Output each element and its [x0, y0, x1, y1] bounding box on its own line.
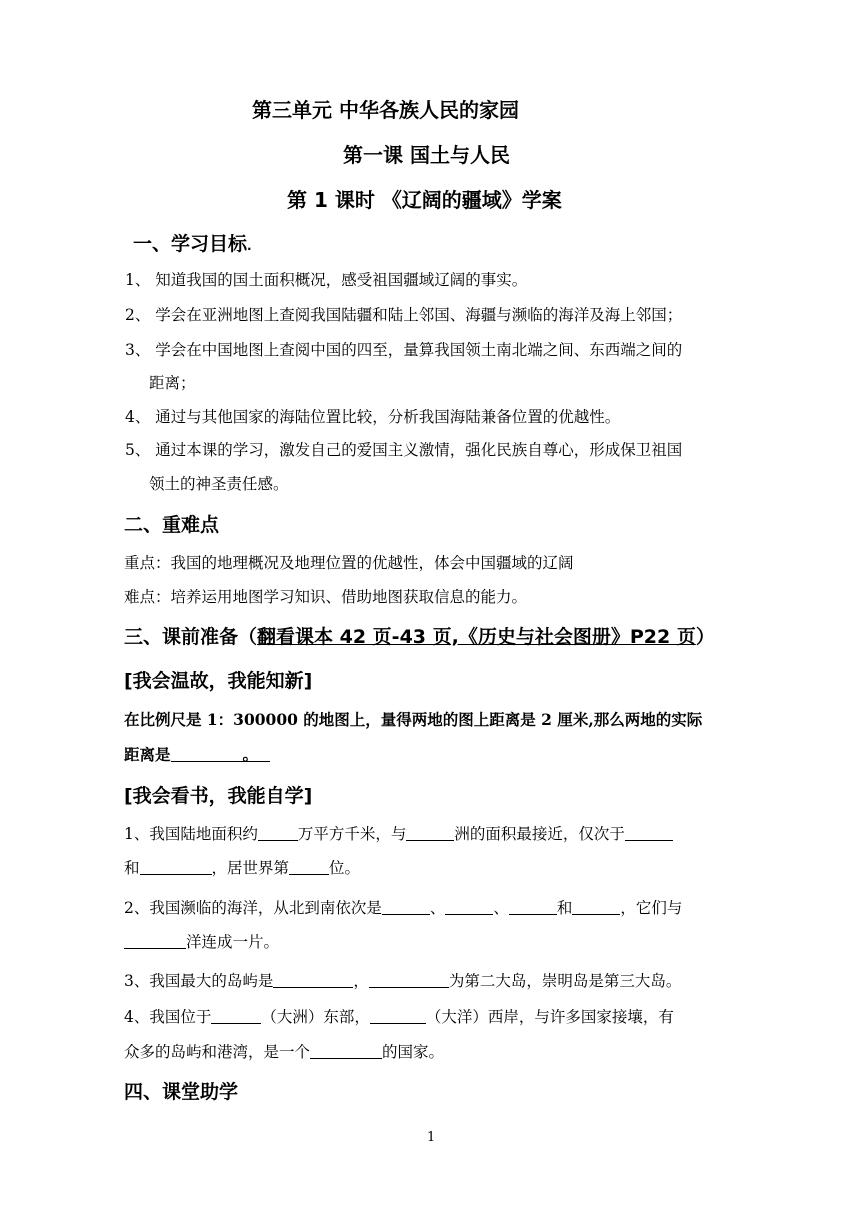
- section-classroom-heading: 四、课堂助学: [124, 1081, 239, 1103]
- section-goals-heading-tail: .: [247, 239, 252, 253]
- goal-item-5-cont: 领土的神圣责任感。: [149, 475, 289, 493]
- lesson-title: 第一课 国土与人民: [343, 143, 510, 167]
- q2-text-a: 2、我国濒临的海洋，从北到南依次是: [124, 899, 382, 917]
- q4-blank-ocean[interactable]: [370, 1009, 426, 1024]
- q2-blank-sea-2[interactable]: [445, 900, 493, 915]
- q1-text-d: 和: [124, 859, 140, 877]
- q1-blank-country-1[interactable]: [625, 826, 673, 841]
- section-goals-heading-text: 一、学习目标: [133, 233, 248, 255]
- question-1: [124, 822, 673, 844]
- section-key-points-heading: 二、重难点: [124, 514, 220, 536]
- section-goals-heading: [133, 229, 252, 256]
- q4-text-d: 众多的岛屿和港湾，是一个: [124, 1043, 311, 1061]
- question-2-cont: [124, 930, 279, 952]
- q2-sep-2: 、: [493, 899, 509, 917]
- q3-text-c: 为第二大岛，崇明岛是第三大岛。: [448, 972, 682, 990]
- period-title: [287, 184, 562, 213]
- q1-blank-country-2[interactable]: [140, 860, 212, 875]
- prep-heading-pages: 翻看课本 42 页-43 页,《历史与社会图册》P22 页: [257, 626, 696, 648]
- goal-item-1: 1、 知道我国的国土面积概况，感受祖国疆域辽阔的事实。: [125, 271, 528, 289]
- q2-blank-sea-3[interactable]: [509, 900, 557, 915]
- review-answer-blank[interactable]: [171, 747, 243, 762]
- q1-blank-area[interactable]: [258, 826, 298, 841]
- review-answer-label: 距离是: [124, 745, 171, 764]
- review-question-cont: [124, 743, 270, 765]
- goal-item-2: 2、 学会在亚洲地图上查阅我国陆疆和陆上邻国、海疆与濒临的海洋及海上邻国；: [125, 306, 683, 324]
- q2-blank-sea-4[interactable]: [572, 900, 620, 915]
- question-4: [124, 1005, 674, 1027]
- q1-text-c: 洲的面积最接近，仅次于: [454, 825, 625, 843]
- review-answer-tail: [258, 747, 270, 762]
- q2-text-c: 洋连成一片。: [186, 933, 280, 951]
- q1-text-b: 万平方千米，与: [297, 825, 407, 843]
- q1-blank-continent[interactable]: [406, 826, 454, 841]
- prep-heading-a: 三、课前准备（: [124, 626, 258, 648]
- q1-text-a: 1、我国陆地面积约: [124, 825, 258, 843]
- question-1-cont: [124, 856, 360, 878]
- q2-blank-ocean[interactable]: [124, 934, 186, 949]
- page-number: 1: [427, 1130, 436, 1145]
- q3-text-b: ，: [353, 972, 369, 990]
- question-4-cont: [124, 1040, 444, 1062]
- q2-and: 和: [556, 899, 573, 917]
- q4-text-a: 4、我国位于: [124, 1008, 212, 1026]
- q3-blank-second-island[interactable]: [369, 973, 449, 988]
- q4-blank-type[interactable]: [310, 1044, 382, 1059]
- q2-blank-sea-1[interactable]: [382, 900, 430, 915]
- question-3: [124, 969, 681, 991]
- q4-blank-continent[interactable]: [211, 1009, 261, 1024]
- q1-text-f: 位。: [329, 859, 361, 877]
- goal-item-5: 5、 通过本课的学习，激发自己的爱国主义激情，强化民族自尊心，形成保卫祖国: [125, 441, 683, 459]
- q4-text-e: 的国家。: [382, 1043, 445, 1061]
- q3-blank-largest-island[interactable]: [273, 973, 353, 988]
- q2-sep-1: 、: [429, 899, 446, 917]
- question-2: [124, 896, 682, 918]
- review-heading: [我会温故，我能知新]: [124, 670, 313, 692]
- section-preparation-heading: [124, 622, 715, 649]
- period-name: 《辽阔的疆域》学案: [381, 188, 562, 212]
- q2-text-b: ，它们与: [620, 899, 683, 917]
- difficult-point: 难点：培养运用地图学习知识、借助地图获取信息的能力。: [124, 588, 528, 606]
- q1-text-e: ，居世界第: [211, 859, 290, 877]
- review-question: 在比例尺是 1：300000 的地图上，量得两地的图上距离是 2 厘米,那么两地的实际: [124, 710, 703, 729]
- prep-heading-c: ）: [695, 626, 715, 648]
- goal-item-3-cont: 距离；: [149, 374, 196, 392]
- q3-text-a: 3、我国最大的岛屿是: [124, 972, 274, 990]
- q1-blank-rank[interactable]: [289, 860, 329, 875]
- q4-text-c: （大洋）西岸，与许多国家接壤，有: [425, 1008, 674, 1026]
- period-prefix: 第 1 课时: [287, 188, 382, 212]
- review-answer-end: 。: [242, 745, 259, 764]
- key-point: 重点：我国的地理概况及地理位置的优越性，体会中国疆域的辽阔: [124, 554, 574, 572]
- goal-item-4: 4、 通过与其他国家的海陆位置比较，分析我国海陆兼备位置的优越性。: [125, 408, 621, 426]
- goal-item-3: 3、 学会在中国地图上查阅中国的四至，量算我国领土南北端之间、东西端之间的: [125, 341, 683, 359]
- unit-title: 第三单元 中华各族人民的家园: [252, 98, 519, 122]
- q4-text-b: （大洲）东部，: [261, 1008, 370, 1026]
- self-study-heading: [我会看书，我能自学]: [124, 785, 313, 807]
